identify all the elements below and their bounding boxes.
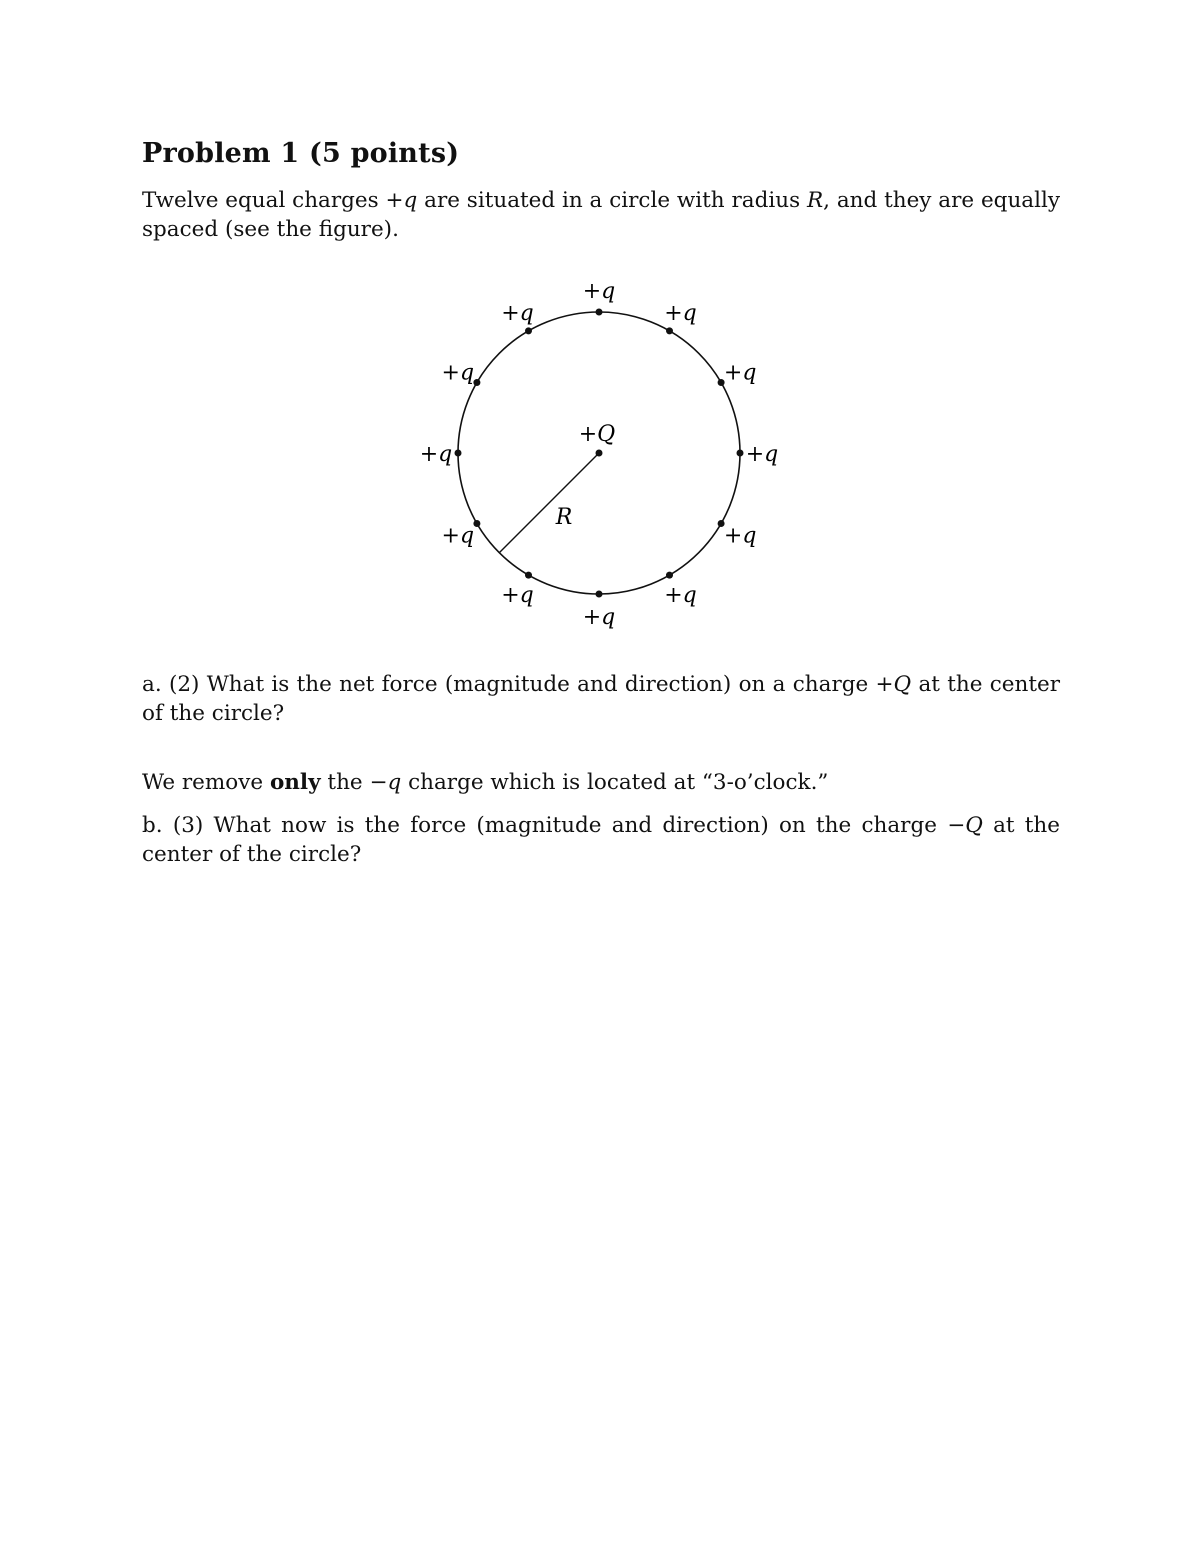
statement-text-3: , and they are equally spaced (see the figure).	[142, 188, 1061, 242]
ring-charge-label: +q	[441, 523, 475, 549]
question-a-text-1: a. (2) What is the net force (magnitude and direction) on a charge	[142, 672, 876, 697]
question-a	[142, 670, 1060, 728]
ring-charge-label: +q	[664, 300, 697, 326]
ring-charge-dot	[666, 327, 673, 334]
ring-charge-label: +q	[582, 605, 616, 630]
ring-charge-dot	[473, 379, 480, 386]
ring-charge-dot	[473, 520, 480, 527]
charge-circle-figure	[0, 0, 1200, 660]
charge-symbol: +q	[385, 188, 418, 213]
question-b-text-2: at the center of the circle?	[142, 813, 1060, 867]
ring-charge-dot	[596, 591, 603, 598]
removal-symbol: −q	[369, 770, 402, 795]
ring-charge-dot	[737, 450, 744, 457]
ring-charge-label: +q	[723, 523, 757, 549]
ring-charge-label: +q	[723, 360, 757, 386]
statement-text-2: are situated in a circle with radius	[417, 188, 807, 213]
question-b	[142, 811, 1060, 869]
ring-charge-label: +q	[501, 300, 534, 326]
question-a-text-2: at the center of the circle?	[142, 672, 1060, 726]
center-charge-label: +Q	[578, 422, 616, 447]
removal-emphasis: only	[269, 770, 321, 795]
statement-text-1: Twelve equal charges	[142, 188, 386, 213]
ring-charge-label: +q	[441, 360, 475, 386]
removal-text-3: charge which is located at “3-o’clock.”	[401, 770, 829, 795]
radius-symbol: R	[806, 188, 824, 213]
removal-statement	[142, 768, 1060, 797]
ring-charge-dot	[455, 450, 462, 457]
question-b-symbol: −Q	[947, 813, 983, 838]
ring-charge-label: +q	[582, 279, 616, 304]
question-a-symbol: +Q	[875, 672, 912, 697]
ring-charge-label: +q	[419, 442, 453, 467]
ring-charge-dot	[596, 309, 603, 316]
ring-charge-dot	[525, 327, 532, 334]
radius-line	[499, 453, 599, 553]
ring-charge-label: +q	[745, 442, 779, 467]
center-charge-dot	[596, 450, 603, 457]
question-b-text-1: b. (3) What now is the force (magnitude and direction) on the charge	[142, 813, 948, 838]
ring-charge-label: +q	[501, 583, 534, 609]
radius-label: R	[555, 505, 573, 530]
ring-charge-dot	[525, 572, 532, 579]
removal-text-1: We remove	[142, 770, 270, 795]
ring-charge-dot	[666, 572, 673, 579]
removal-text-2: the	[320, 770, 370, 795]
ring-charge-label: +q	[664, 583, 697, 609]
problem-title: Problem 1 (5 points)	[142, 138, 460, 169]
